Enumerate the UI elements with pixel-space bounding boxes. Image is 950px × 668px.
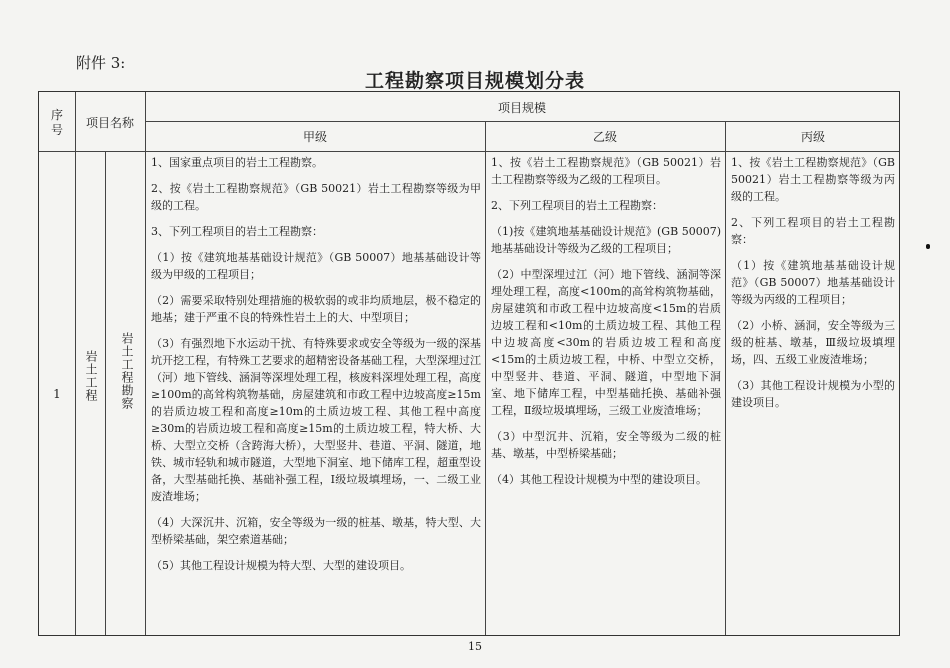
- grade-a-item: 3、下列工程项目的岩土工程勘察：: [151, 225, 323, 238]
- grade-c-item: （2）小桥、涵洞，安全等级为三级的桩基、墩基，Ⅲ级垃圾填埋场，四、五级工业废渣堆场；: [731, 319, 895, 366]
- grade-a-item: （3）有强烈地下水运动干扰、有特殊要求或安全等级为一级的深基坑开挖工程，有特殊工艺要求的超精密设备基础工程，大型深埋过江（河）地下管线、涵洞等深埋处理工程，核废料深埋处理工程，高度≥100m的高耸构筑物基础，房屋建筑和市政工程中边坡高度≥15m的岩质边坡工程和高度≥10m的土质边坡工程、其他工程中高度≥30m的岩质边坡工程和高度≥15m的土质边坡工程，特大桥、大桥、大型立交桥（含跨海大桥），大型竖井、巷道、平洞、隧道，地铁、城市轻轨和城市隧道，大型地下洞室、地下储库工程，超重型设备，大型基础托换、基础补强工程，Ⅰ级垃圾填埋场，一、二级工业废渣堆场；: [151, 337, 481, 503]
- grade-a-item: 2、按《岩土工程勘察规范》（GB 50021）岩土工程勘察等级为甲级的工程。: [151, 182, 481, 212]
- row-subcategory: 岩土工程勘察: [120, 332, 134, 410]
- grade-c-item: 1、按《岩土工程勘察规范》（GB 50021）岩土工程勘察等级为丙级的工程。: [731, 156, 895, 203]
- scan-speck: [926, 244, 930, 249]
- grade-b-item: 1、按《岩土工程勘察规范》（GB 50021）岩土工程勘察等级为乙级的工程项目。: [491, 156, 721, 186]
- col-divider: [75, 92, 76, 635]
- grade-c-content: [731, 154, 895, 420]
- grade-c-item: （1）按《建筑地基基础设计规范》（GB 50007）地基基础设计等级为丙级的工程项目；: [731, 259, 895, 306]
- grade-a-item: （2）需要采取特别处理措施的极软弱的或非均质地层，极不稳定的地基；建于严重不良的特殊性岩土上的大、中型项目；: [151, 294, 481, 324]
- grade-b-item: （2）中型深埋过江（河）地下管线、涵洞等深埋处理工程，高度<100m的高耸构筑物基础，房屋建筑和市政工程中边坡高度<15m的岩质边坡工程和<10m的土质边坡工程、其他工程中边坡高度<30m的岩质边坡工程和高度<15m的土质边坡工程，中桥、中型立交桥，中型竖井、巷道、平洞、隧道，中型地下洞室、地下储库工程，中型基础托换、基础补强工程，Ⅱ级垃圾填埋场，三级工业废渣堆场；: [491, 268, 721, 417]
- grade-a-item: 1、国家重点项目的岩土工程勘察。: [151, 156, 323, 169]
- grade-a-item: （1）按《建筑地基基础设计规范》（GB 50007）地基基础设计等级为甲级的工程项目；: [151, 251, 481, 281]
- row-category: 岩土工程: [84, 350, 98, 402]
- header-project-name: 项目名称: [85, 116, 134, 130]
- grade-a-item: （4）大深沉井、沉箱，安全等级为一级的桩基、墩基，特大型、大型桥梁基础，架空索道基础；: [151, 516, 481, 546]
- row-seq: 1: [53, 387, 61, 401]
- col-divider: [485, 121, 486, 635]
- col-divider: [145, 92, 146, 635]
- row-divider: [39, 151, 899, 152]
- header-grade-a: 甲级: [302, 130, 327, 144]
- scale-table: [38, 91, 900, 636]
- grade-c-item: （3）其他工程设计规模为小型的建设项目。: [731, 379, 895, 409]
- col-divider: [105, 152, 106, 635]
- header-scale: 项目规模: [497, 101, 546, 115]
- grade-a-item: （5）其他工程设计规模为特大型、大型的建设项目。: [151, 559, 411, 572]
- grade-b-item: （4）其他工程设计规模为中型的建设项目。: [491, 473, 707, 486]
- header-grade-c: 丙级: [800, 130, 825, 144]
- col-divider: [725, 121, 726, 635]
- grade-c-item: 2、下列工程项目的岩土工程勘察：: [731, 216, 895, 246]
- grade-b-item: （3）中型沉井、沉箱，安全等级为二级的桩基、墩基，中型桥梁基础；: [491, 430, 721, 460]
- header-grade-b: 乙级: [592, 130, 617, 144]
- grade-b-item: （1)按《建筑地基基础设计规范》(GB 50007)地基基础设计等级为乙级的工程项目；: [491, 225, 721, 255]
- page-title: 工程勘察项目规模划分表: [364, 70, 585, 92]
- page-number: 15: [468, 640, 482, 653]
- row-divider: [145, 121, 899, 122]
- header-seq: 序号: [50, 108, 63, 137]
- attachment-label: 附件 3:: [76, 54, 126, 72]
- grade-b-content: [491, 154, 721, 497]
- grade-b-item: 2、下列工程项目的岩土工程勘察：: [491, 199, 663, 212]
- grade-a-content: [151, 154, 481, 583]
